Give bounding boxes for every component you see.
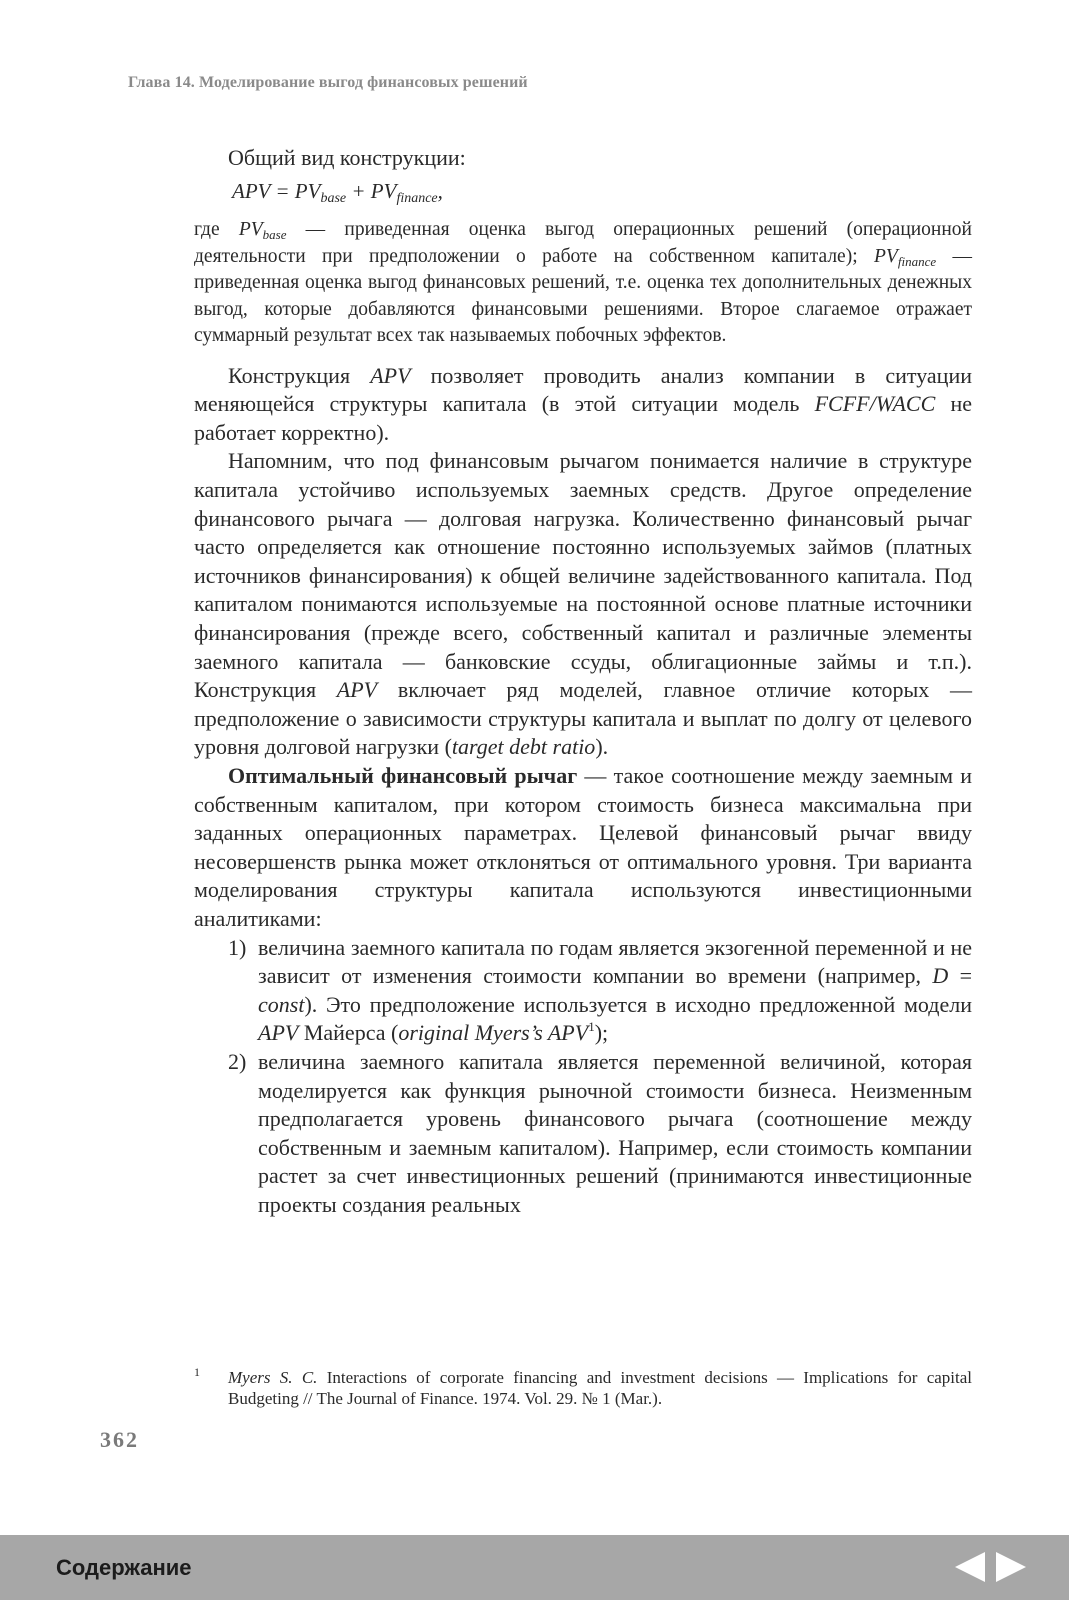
paragraph-optimal-leverage: Оптимальный финансовый рычаг — такое соотношение между заемным и собственным капиталом, при котором стоимость бизнеса максимальна при заданных операционных параметрах. Целевой финансовый рычаг ввиду несовершенств рынка может отклоняться от оптимального уровня. Три варианта моделирования структуры капитала используются инвестиционными аналитиками: <box>194 763 973 931</box>
formula-explanation: где $PV_{base}$ — приведенная оценка выгод операционных решений (операционной деятельности при предположении о работе на собственном капитале); $PV_{finance}$ — приведенная оценка выгод финансовых решений, т.е. оценка тех дополнительных денежных выгод, которые добавляются финансовыми решениями. Второе слагаемое отражает суммарный результат всех так называемых побочных эффектов. <box>194 219 973 347</box>
variants-list <box>194 934 972 1220</box>
list-item: 2) величина заемного капитала является переменной величиной, которая моделируется как функция рыночной стоимости бизнеса. Неизменным предполагается уровень финансового рычага (соотношение между собственным и заемным капиталом). Например, если стоимость компании растет за счет инвестиционных решений (принимаются инвестиционные проекты создания реальных <box>228 1048 972 1217</box>
term-optimal-leverage: Оптимальный финансовый рычаг <box>228 763 578 788</box>
list-item-number: 2) <box>228 1048 247 1074</box>
page-body <box>194 144 972 1220</box>
footnote <box>194 1367 972 1409</box>
triangle-left-icon <box>952 1549 988 1585</box>
list-item-number: 1) <box>228 934 247 960</box>
paragraph-apv-construction: Конструкция APV позволяет проводить анализ компании в ситуации меняющейся структуры капитала (в этой ситуации модель FCFF/WACC не работает корректно). <box>194 362 972 445</box>
navigation-bar <box>0 1535 1069 1600</box>
footnote-reference[interactable]: 1 <box>588 1019 595 1035</box>
intro-line: Общий вид конструкции: <box>228 145 466 170</box>
next-page-button[interactable] <box>993 1549 1029 1585</box>
footnote-text: Interactions of corporate financing and investment decisions — Implications for capital Budgeting // The Journal of Finance. 1974. Vol. 29. № 1 (Mar.). <box>228 1368 972 1408</box>
table-of-contents-link[interactable]: Содержание <box>56 1555 192 1580</box>
apv-formula: APV = $PV_{base} + PV_{finance}$, <box>232 178 443 206</box>
page-number: 362 <box>100 1427 139 1452</box>
running-head: Глава 14. Моделирование выгод финансовых решений <box>128 74 528 91</box>
list-item: 1) величина заемного капитала по годам является экзогенной переменной и не зависит от изменения стоимости компании во времени (например, D = const). Это предположение используется в исходно предложенной модели APV Майерса (original Myers’s APV$^1$); <box>228 934 972 1046</box>
triangle-right-icon <box>993 1549 1029 1585</box>
footnote-author: Myers S. C. <box>228 1368 318 1387</box>
previous-page-button[interactable] <box>952 1549 988 1585</box>
footnote-mark: 1 <box>194 1365 200 1379</box>
paragraph-financial-leverage: Напомним, что под финансовым рычагом понимается наличие в структуре капитала устойчиво используемых заемных средств. Другое определение финансового рычага — долговая нагрузка. Количественно финансовый рычаг часто определяется как отношение постоянно используемых займов (платных источников финансирования) к общей величине задействованного капитала. Под капиталом понимаются используемые на постоянной основе платные источники финансирования (прежде всего, собственный капитал и различные элементы заемного капитала — банковские ссуды, облигационные займы и т.п.). Конструкция APV включает ряд моделей, главное отличие которых — предположение о зависимости структуры капитала и выплат по долгу от целевого уровня долговой нагрузки (target debt ratio). <box>194 448 972 760</box>
